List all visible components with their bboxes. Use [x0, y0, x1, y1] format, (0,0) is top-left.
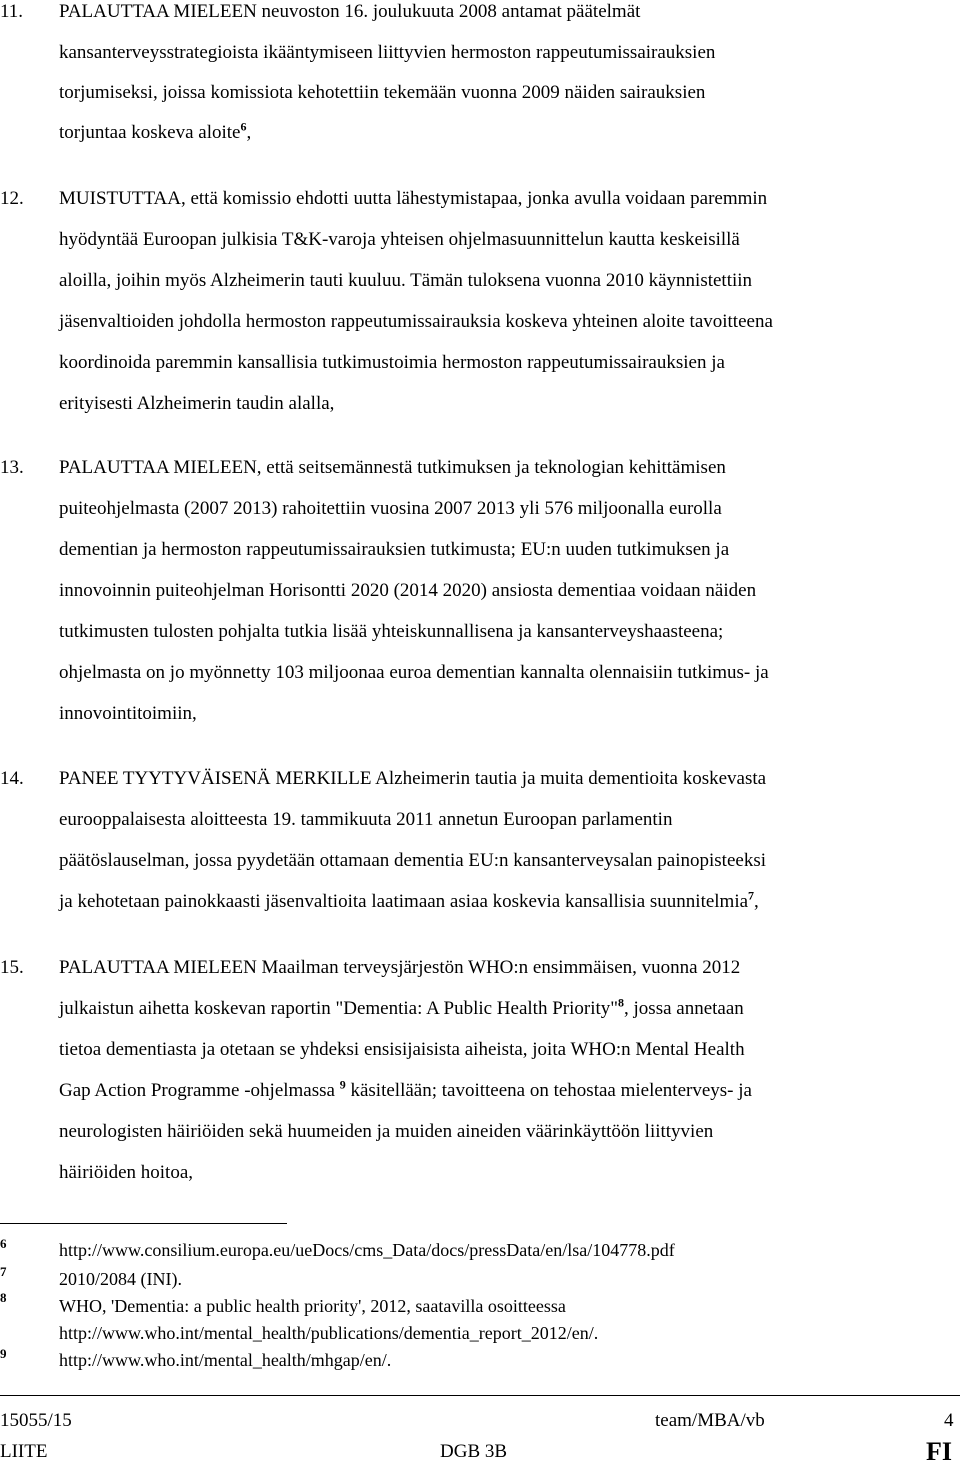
line-tail: käsitellään; tavoitteena on tehostaa mielenterveys- ja: [345, 1080, 752, 1101]
footnote-link[interactable]: http://www.who.int/mental_health/publications/dementia_report_2012/en/.: [59, 1323, 599, 1343]
footnote-text: WHO, 'Dementia: a public health priority', 2012, saatavilla osoitteessa: [59, 1296, 566, 1316]
paragraph-line: päätöslauselman, jossa pyydetään ottamaan dementia EU:n kansanterveysalan painopisteeksi: [59, 850, 766, 871]
author-code: team/MBA/vb: [655, 1410, 765, 1431]
paragraph-line: MUISTUTTAA, että komissio ehdotti uutta lähestymistapaa, jonka avulla voidaan paremmin: [59, 188, 768, 209]
paragraph-number: 15.: [0, 957, 24, 978]
paragraph-number: 12.: [0, 188, 24, 209]
paragraph-number: 14.: [0, 768, 24, 789]
paragraph-line: torjumiseksi, joissa komissiota kehotettiin tekemään vuonna 2009 näiden sairauksien: [59, 82, 706, 103]
paragraph-line: neurologisten häiriöiden sekä huumeiden ja muiden aineiden väärinkäyttöön liittyvien: [59, 1121, 714, 1142]
footnote-ref-7: 7: [748, 888, 755, 903]
paragraph-line: jäsenvaltioiden johdolla hermoston rappeutumissairauksia koskeva yhteinen aloite tavoitteena: [59, 311, 773, 332]
line-tail: , jossa annetaan: [624, 998, 744, 1019]
footnote-ref-6: 6: [240, 119, 247, 134]
footnote-number: 7: [0, 1264, 7, 1279]
paragraph-line: kansanterveysstrategioista ikääntymiseen liittyvien hermoston rappeutumissairauksien: [59, 42, 716, 63]
paragraph-line: aloilla, joihin myös Alzheimerin tauti kuuluu. Tämän tuloksena vuonna 2010 käynnistettiin: [59, 270, 753, 291]
footnote-number: 6: [0, 1236, 7, 1251]
line-text: Gap Action Programme -ohjelmassa: [59, 1080, 340, 1101]
annex-label: LIITE: [0, 1441, 48, 1462]
paragraph-line: PALAUTTAA MIELEEN neuvoston 16. joulukuuta 2008 antamat päätelmät: [59, 1, 641, 22]
footnote-ref-9: 9: [339, 1077, 346, 1092]
paragraph-line: [59, 1077, 752, 1102]
paragraph-line: tietoa dementiasta ja otetaan se yhdeksi ensisijaisista aiheista, joita WHO:n Mental Health: [59, 1039, 745, 1060]
paragraph-line: PALAUTTAA MIELEEN, että seitsemännestä tutkimuksen ja teknologian kehittämisen: [59, 457, 726, 478]
footnote-separator: [0, 1223, 287, 1224]
paragraph-line: [59, 888, 759, 913]
line-text: ja kehotetaan painokkaasti jäsenvaltioita laatimaan asiaa koskevia kansallisia suunnitelmia: [59, 891, 749, 912]
footnote-number: 9: [0, 1346, 7, 1361]
paragraph-line: erityisesti Alzheimerin taudin alalla,: [59, 393, 335, 414]
line-tail: ,: [246, 122, 252, 143]
paragraph-line: puiteohjelmasta (2007 2013) rahoitettiin vuosina 2007 2013 yli 576 miljoonalla eurolla: [59, 498, 722, 519]
footnote-link[interactable]: http://www.consilium.europa.eu/ueDocs/cms_Data/docs/pressData/en/lsa/104778.pdf: [59, 1240, 675, 1260]
paragraph-line: häiriöiden hoitoa,: [59, 1162, 194, 1183]
paragraph-line: tutkimusten tulosten pohjalta tutkia lisää yhteiskunnallisena ja kansanterveyshaasteena;: [59, 621, 724, 642]
paragraph-number: 11.: [0, 1, 24, 22]
doc-number: 15055/15: [0, 1410, 72, 1431]
dg-label: DGB 3B: [440, 1441, 508, 1462]
footer-separator: [0, 1395, 960, 1396]
paragraph-line: innovoinnin puiteohjelman Horisontti 2020 (2014 2020) ansiosta dementiaa voidaan näiden: [59, 580, 757, 601]
line-text: torjuntaa koskeva aloite: [59, 122, 241, 143]
paragraph-line: koordinoida paremmin kansallisia tutkimustoimia hermoston rappeutumissairauksien ja: [59, 352, 725, 373]
page-number: 4: [944, 1410, 954, 1431]
footnote-link[interactable]: http://www.who.int/mental_health/mhgap/en/.: [59, 1350, 392, 1370]
footnote-ref-8: 8: [618, 995, 625, 1010]
paragraph-line: ohjelmasta on jo myönnetty 103 miljoonaa euroa dementian kannalta olennaisiin tutkimus- ja: [59, 662, 769, 683]
footnote-text: 2010/2084 (INI).: [59, 1269, 182, 1289]
paragraph-line: innovointitoimiin,: [59, 703, 197, 724]
paragraph-line: [59, 995, 744, 1020]
paragraph-line: [59, 119, 252, 144]
paragraph-number: 13.: [0, 457, 24, 478]
paragraph-line: PALAUTTAA MIELEEN Maailman terveysjärjestön WHO:n ensimmäisen, vuonna 2012: [59, 957, 741, 978]
paragraph-line: PANEE TYYTYVÄISENÄ MERKILLE Alzheimerin tautia ja muita dementioita koskevasta: [59, 768, 767, 789]
language-code: FI: [926, 1437, 952, 1466]
paragraph-line: hyödyntää Euroopan julkisia T&K-varoja yhteisen ohjelmasuunnittelun kautta keskeisillä: [59, 229, 740, 250]
footnote-number: 8: [0, 1290, 7, 1305]
paragraph-line: eurooppalaisesta aloitteesta 19. tammikuuta 2011 annetun Euroopan parlamentin: [59, 809, 673, 830]
paragraph-line: dementian ja hermoston rappeutumissairauksien tutkimusta; EU:n uuden tutkimuksen ja: [59, 539, 730, 560]
line-tail: ,: [754, 891, 759, 912]
line-text: julkaistun aihetta koskevan raportin "Dementia: A Public Health Priority": [59, 998, 619, 1019]
